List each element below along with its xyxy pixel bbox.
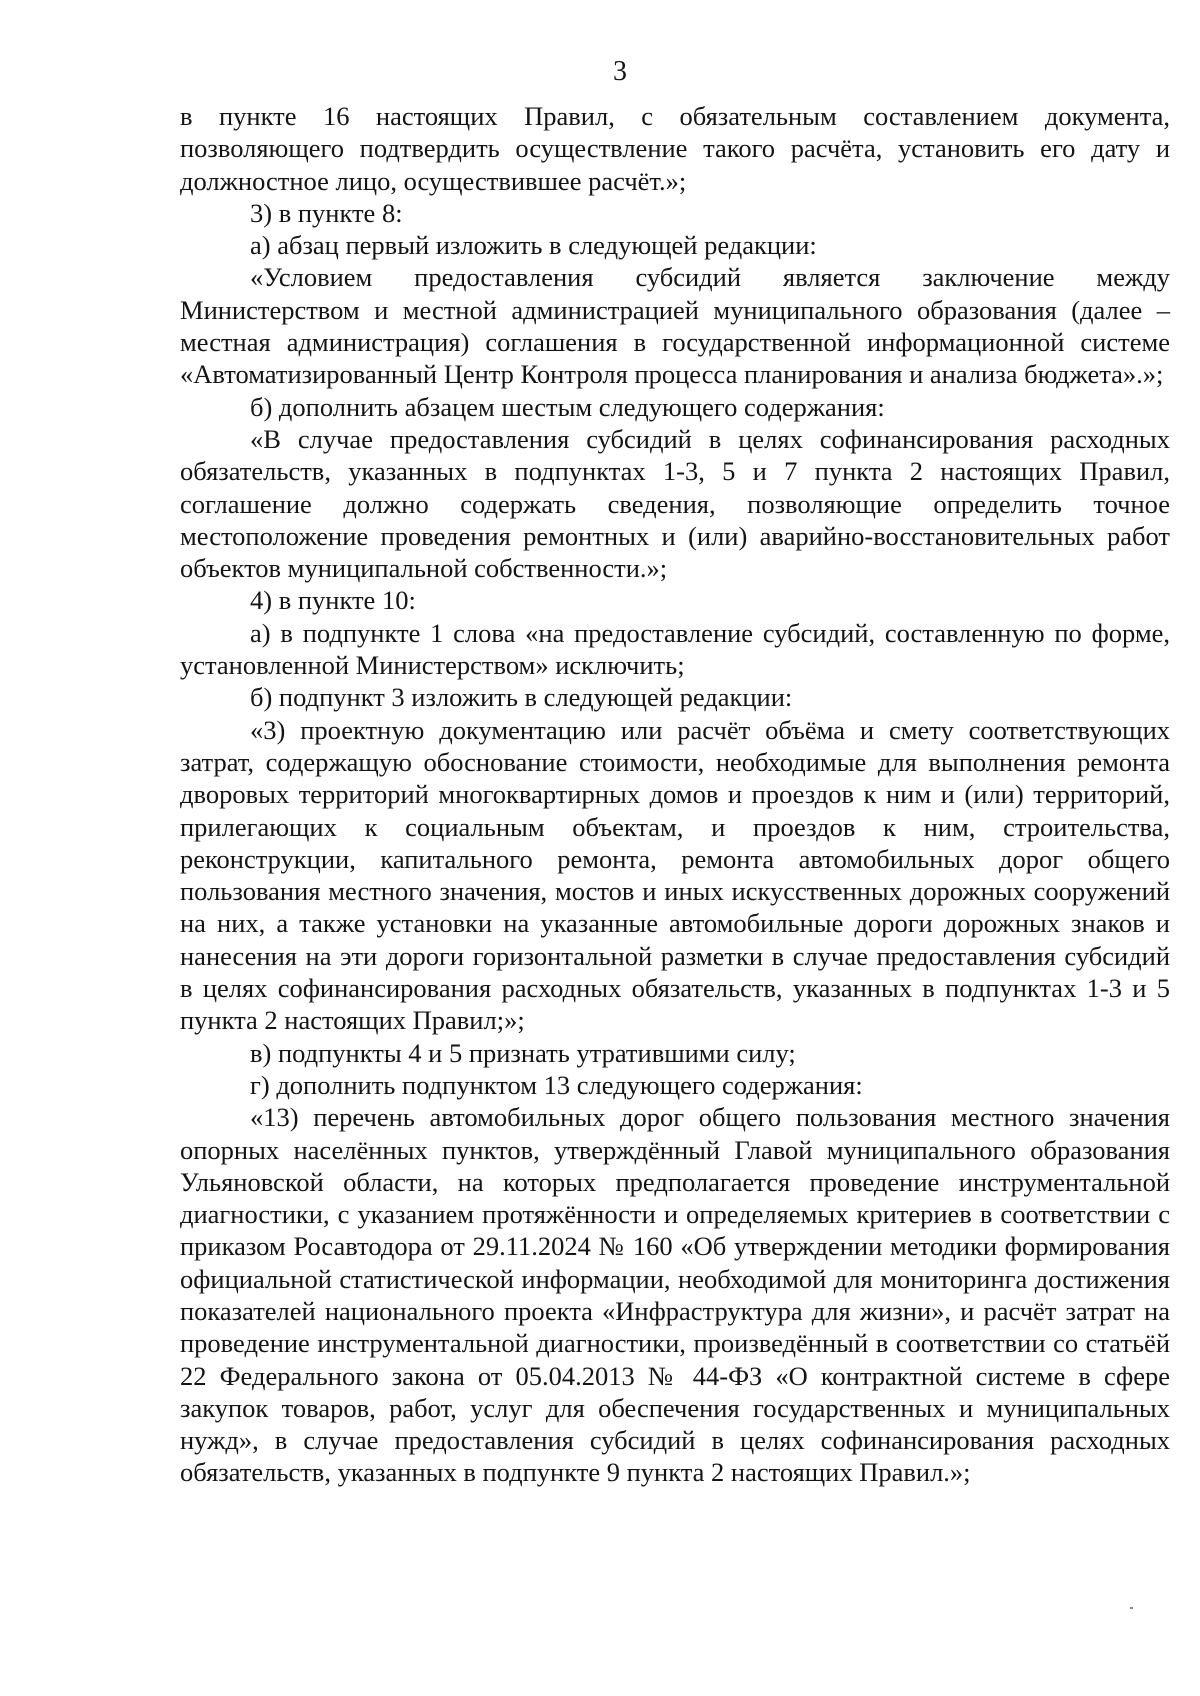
paragraph: б) подпункт 3 изложить в следующей редакции:: [250, 682, 793, 713]
paragraph: «13) перечень автомобильных дорог общего пользования местного значения опорных населённых пунктов, утверждённый Главой муниципального образования Ульяновской области, на которых предполагается проведение инструментальной диагностики, с указанием протяжённости и определяемых критериев в соответствии с приказом Росавтодора от 29.11.2024 № 160 «Об утверждении методики формирования официальной статистической информации, необходимой для мониторинга достижения показателей национального проекта «Инфраструктура для жизни», и расчёт затрат на проведение инструментальной диагностики, произведённый в соответствии со статьёй 22 Федерального закона от 05.04.2013 № 44-ФЗ «О контрактной системе в сфере закупок товаров, работ, услуг для обеспечения государственных и муниципальных нужд», в случае предоставления субсидий в целях софинансирования расходных обязательств, указанных в подпункте 9 пункта 2 настоящих Правил.»;: [180, 1102, 1170, 1488]
paragraph: «В случае предоставления субсидий в целях софинансирования расходных обязательств, указанных в подпунктах 1-3, 5 и 7 пункта 2 настоящих Правил, соглашение должно содержать сведения, позволяющие определить точное местоположение проведения ремонтных и (или) аварийно-восстановительных работ объектов муниципальной собственности.»;: [180, 423, 1170, 584]
paragraph: «Условием предоставления субсидий является заключение между Министерством и местной администрацией муниципального образования (далее – местная администрация) соглашения в государственной информационной системе «Автоматизированный Центр Контроля процесса планирования и анализа бюджета».»;: [180, 262, 1170, 390]
scan-speck: [1130, 1607, 1133, 1609]
document-body: [180, 100, 1170, 1489]
paragraph: а) в подпункте 1 слова «на предоставление субсидий, составленную по форме, установленной Министерством» исключить;: [180, 617, 1170, 681]
paragraph: г) дополнить подпунктом 13 следующего содержания:: [250, 1069, 863, 1100]
paragraph: в пункте 16 настоящих Правил, с обязательным составлением документа, позволяющего подтвердить осуществление такого расчёта, установить его дату и должностное лицо, осуществившее расчёт.»;: [180, 101, 1170, 196]
paragraph: 4) в пункте 10:: [250, 585, 416, 616]
paragraph: «3) проектную документацию или расчёт объёма и смету соответствующих затрат, содержащую обоснование стоимости, необходимые для выполнения ремонта дворовых территорий многоквартирных домов и проездов к ним и (или) территорий, прилегающих к социальным объектам, и проездов к ним, строительства, реконструкции, капитального ремонта, ремонта автомобильных дорог общего пользования местного значения, мостов и иных искусственных дорожных сооружений на них, а также установки на указанные автомобильные дороги дорожных знаков и нанесения на эти дороги горизонтальной разметки в случае предоставления субсидий в целях софинансирования расходных обязательств, указанных в подпунктах 1-3 и 5 пункта 2 настоящих Правил;»;: [180, 714, 1170, 1036]
paragraph: а) абзац первый изложить в следующей редакции:: [250, 230, 817, 261]
paragraph: б) дополнить абзацем шестым следующего содержания:: [250, 391, 885, 422]
paragraph: 3) в пункте 8:: [250, 197, 403, 228]
page-number: 3: [613, 56, 627, 87]
paragraph: в) подпункты 4 и 5 признать утратившими силу;: [250, 1037, 796, 1068]
